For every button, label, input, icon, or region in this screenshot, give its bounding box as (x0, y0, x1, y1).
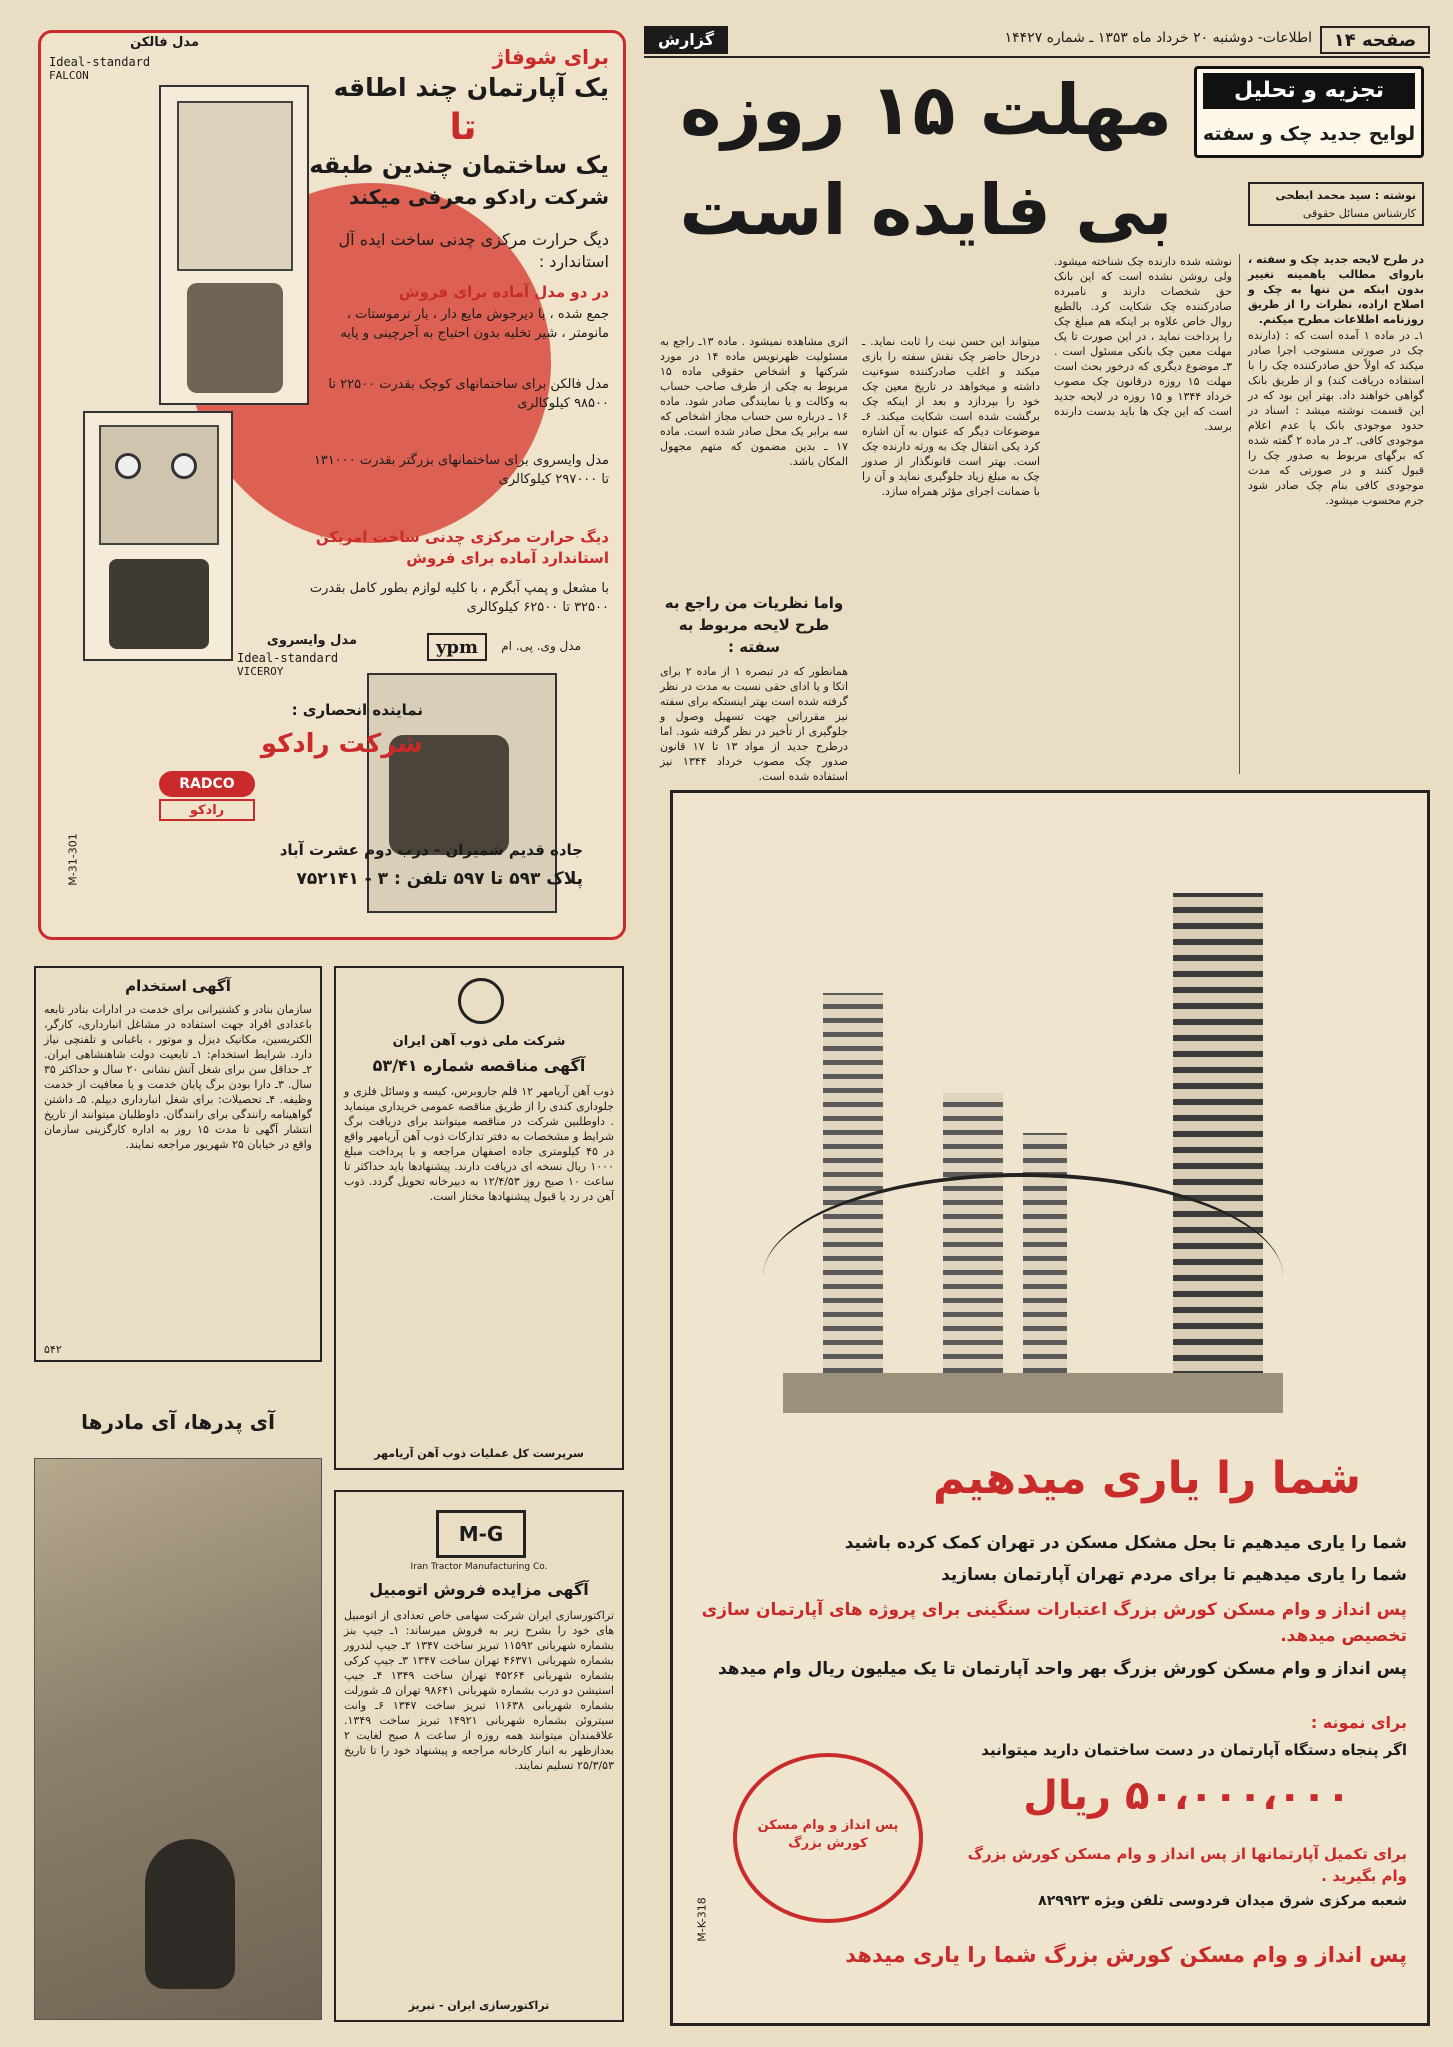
ad-intro: دیگ حرارت مرکزی چدنی ساخت ایده آل استاندارد : (338, 230, 609, 271)
employment-code: ۵۴۲ (44, 1343, 62, 1356)
ad-american: دیگ حرارت مرکزی چدنی ساخت امریکن استاندارد آماده برای فروش (315, 528, 609, 567)
article-subhead: واما نظریات من راجع به طرح لایحه مربوط به سفته : (664, 594, 844, 656)
photo-caption: آی پدرها، آی مادرها (81, 1410, 275, 1434)
ad-falcon-line: مدل فالکن برای ساختمانهای کوچک بقدرت ۲۲۵۰۰ تا ۹۸۵۰۰ کیلوکالری (328, 377, 609, 411)
headline-2: بی فایده است (679, 169, 1173, 251)
ad-line-2b: شما را یاری میدهیم تا برای مردم تهران آپارتمان بسازید (941, 1565, 1407, 1585)
masthead (644, 24, 1430, 58)
ad-line-1: یک آپارتمان چند اطاقه (333, 73, 609, 102)
ad-ready: در دو مدل آماده برای فروش (398, 283, 609, 301)
kicker-box (1194, 66, 1424, 158)
ad-line-6b: پس انداز و وام مسکن کورش بزرگ شما را یاری میدهد (845, 1943, 1407, 1967)
zob-ahan-emblem (458, 978, 504, 1024)
for-heating: برای شوفاژ (492, 45, 609, 69)
article (644, 64, 1430, 782)
section-tag: گزارش (644, 26, 728, 54)
ad-viceroy-line: مدل وایسروی برای ساختمانهای بزرگتر بقدرت ۱۳۱۰۰۰ تا ۲۹۷۰۰۰ کیلوکالری (313, 453, 609, 487)
auction-ad (334, 1490, 624, 2022)
ad-line-3: شرکت رادکو معرفی میکند (349, 185, 609, 209)
falcon-cabinet (177, 101, 293, 271)
headline-1: مهلت ۱۵ روزه (680, 69, 1172, 151)
radco-code: M-31-301 (66, 833, 80, 886)
radco-logo-en: RADCO (159, 771, 255, 797)
ad-ta: تا (449, 107, 477, 148)
ad-line-1b: شما را یاری میدهیم تا بحل مشکل مسکن در تهران کمک کرده باشید (844, 1533, 1407, 1553)
viceroy-cabinet (99, 425, 219, 545)
ad-example-label: برای نمونه : (1310, 1713, 1407, 1732)
agent-label: نماینده انحصاری : (291, 701, 423, 719)
boiler-viceroy-image (83, 411, 233, 661)
masthead-line: اطلاعات- دوشنبه ۲۰ خرداد ماه ۱۳۵۳ ـ شماره ۱۴۴۲۷ (1004, 30, 1312, 46)
radco-phone: پلاک ۵۹۳ تا ۵۹۷ تلفن : ۳ - ۷۵۲۱۴۱ (296, 869, 583, 889)
employment-title: آگهی استخدام (125, 977, 231, 995)
ypm-logo: ypm (427, 633, 487, 661)
kicker-2: لوایح جدید چک و سفته (1202, 123, 1416, 145)
ad-line-4b: پس انداز و وام مسکن کورش بزرگ بهر واحد آپارتمان تا یک میلیون ریال وام میدهد (717, 1659, 1407, 1679)
tender-ad (334, 966, 624, 1470)
radco-ad (38, 30, 626, 940)
viceroy-dial-2 (171, 453, 197, 479)
viceroy-dial-1 (115, 453, 141, 479)
page-label: صفحه ۱۴ (1320, 26, 1430, 54)
kourosh-logo (733, 1753, 923, 1923)
auction-signature: تراکتورسازی ایران - تبریز (408, 1999, 550, 2012)
radco-address: جاده قدیم شمیران - درب دوم عشرت آباد (279, 841, 583, 859)
article-col-1: ۱ـ در ماده ۱ آمده است که : (دارنده چک در صورتی مستوجب اجرا صادر میکند که اولاً حق صادرکننده چک را با استفاده دریافت کند) و از طریق بانک گواهی خواهند داد. بهتر این بود که در این قسمت نوشته میشد : اسناد در حدود موجودی بانک یا عدم اعلام موجودی کافی. ۲ـ در ماده ۲ گفته شده که برگهای مربوط به صدور چک را قبول کنند و در صورتی که مدت موجودی کافی بنام چک صادر شود جرم محسوب میشود. (1248, 329, 1425, 507)
falcon-brand: Ideal-standard (49, 55, 151, 69)
column-rule (1239, 254, 1240, 774)
boiler-falcon-image (159, 85, 309, 405)
byline-title: کارشناس مسائل حقوقی (1302, 207, 1416, 220)
tender-body: ذوب آهن آریامهر ۱۲ قلم جاروبرس، کیسه و وسائل فلزی و جلوداری کندی را از طریق مناقصه عمومی خریداری مینماید . داوطلبین شرکت در مناقصه میتوانند برای دریافت برگ شرایط و مشخصات به دفتر تدارکات ذوب آهن آریامهر واقع در ۴۵ کیلومتری جاده اصفهان مراجعه و با پرداخت مبلغ ۱۰۰۰ ریال نسخه ای دریافت دارند. پیشنهادها باید حداکثر تا ساعت ۱۰ صبح روز ۱۲/۴/۵۳ به دبیرخانه تحویل گردد. ذوب آهن در رد یا قبول پیشنهادها مختار است. (344, 1085, 614, 1203)
kourosh-logo-text: پس انداز و وام مسکن کورش بزرگ (757, 1818, 899, 1851)
ad-example: اگر پنجاه دستگاه آپارتمان در دست ساختمان دارید میتوانید (981, 1741, 1407, 1759)
tractor-logo: M-G (436, 1510, 526, 1558)
viceroy-brand: Ideal-standard (237, 651, 339, 665)
article-col-4b: همانطور که در تبصره ۱ از ماده ۲ برای اتکا و یا ادای حقی نسبت به مدت در نظر گرفته شده است بهتر اینستکه برای سفته نیز مقرراتی جهت تسهیل وصول و جلوگیری از تأخیر در نظر گرفته شود. اما درطرح جدید از مواد ۱۳ تا ۱۷ قانون صدور چک مصوب خرداد ۱۳۴۴ نیز استفاده شده است. (660, 665, 849, 783)
ad-american-detail: با مشعل و پمپ آبگرم ، با کلیه لوازم بطور کامل بقدرت ۳۲۵۰۰ تا ۶۲۵۰۰ کیلوکالری (309, 581, 609, 615)
auction-title: آگهی مزایده فروش اتومبیل (369, 1580, 589, 1599)
auction-body: تراکتورسازی ایران شرکت سهامی خاص تعدادی از اتومبیل های خود را بشرح زیر به فروش میرساند: ۱ـ جیپ بنز بشماره شهربانی ۱۱۵۹۲ تبریز ساخت ۱۳۴۷ ۲ـ جیپ لندرور بشماره شهربانی ۴۶۳۷۱ تهران ساخت ۱۳۴۷ ۳ـ جیپ کرکی بشماره شهربانی ۴۵۲۶۴ تهران ساخت ۱۳۴۹ ۴ـ جیپ استیشن دو درب بشماره شهربانی ۹۸۶۴۱ تهران ۵ـ شورلت بشماره شهربانی ۱۱۶۳۸ تبریز ساخت ۱۳۴۷ ۶ـ وانت سیتروئن بشماره شهربانی ۱۴۹۲۱ تبریز ساخت ۱۳۴۹. علاقمندان میتوانند همه روزه از ساعت ۸ صبح لغایت ۲ بعدازظهر به انبار کارخانه مراجعه و پیشنهاد خود را تا تاریخ ۲۵/۳/۵۳ تسلیم نمایند. (344, 1609, 615, 1772)
tender-title: آگهی مناقصه شماره ۵۳/۴۱ (372, 1056, 586, 1075)
byline-author: نوشته : سید محمد ابطحی (1275, 189, 1416, 202)
ad-amount: ۵۰،۰۰۰،۰۰۰ ریال (1023, 1773, 1351, 1819)
model-viceroy-label: مدل وایسروی (266, 633, 357, 648)
viceroy-burner (109, 559, 209, 649)
ad-line-3b: پس انداز و وام مسکن کورش بزرگ اعتبارات سنگینی برای پروژه های آپارتمان سازی تخصیص میدهد. (701, 1600, 1407, 1646)
tender-signature: سرپرست کل عملیات ذوب آهن آریامهر (374, 1447, 584, 1460)
child-photo (34, 1458, 322, 2020)
article-lead: در طرح لایحه جدید چک و سفته ، باروای مطالب یاهمینه تغییر بدون اینکه من تنها به چک و اصلاح اراده، نظرات را از طریق روزنامه اطلاعات مطرح میکنم. (1248, 253, 1424, 326)
ad-parts: جمع شده ، با دیرجوش مایع دار ، بار ترموستات ، مانومتر ، شیر تخلیه بدون احتیاج به آجرچینی و پایه (340, 307, 609, 341)
tender-org: شرکت ملی ذوب آهن ایران (392, 1034, 566, 1049)
kicker-1: تجزیه و تحلیل (1203, 73, 1415, 109)
ypm-model-label: مدل وی. پی. ام (501, 639, 581, 653)
tractor-logo-caption: Iran Tractor Manufacturing Co. (410, 1562, 548, 1572)
child-figure (145, 1839, 235, 1989)
ad-branch: شعبه مرکزی شرق میدان فردوسی تلفن ویژه ۸۲۹۹۲۳ (1038, 1893, 1407, 1909)
radco-logo-fa: رادکو (159, 799, 255, 821)
ad-headline: شما را یاری میدهیم (933, 1453, 1361, 1504)
ad-line-5b: برای تکمیل آپارتمانها از پس انداز و وام مسکن کورش بزرگ وام بگیرید . (967, 1845, 1407, 1885)
ad-line-2: یک ساختمان چندین طبقه (309, 151, 609, 179)
aparteman-code: M-K-318 (695, 1897, 709, 1942)
byline-box (1248, 182, 1424, 226)
employment-ad (34, 966, 322, 1362)
employment-body: سازمان بنادر و کشتیرانی برای خدمت در ادارات بنادر تابعه باعدادی افراد جهت استفاده در مشاغل انبارداری، کارگر، الکتریسین، مکانیک دیزل و موتور ، باغبانی و تلفنچی نیاز دارد. شرایط استخدام: ۱ـ تابعیت دولت شاهنشاهی ایران. ۲ـ حداقل سن برای شغل آتش نشانی ۲۰ سال و حداکثر ۳۵ سال. ۳ـ دارا بودن برگ پایان خدمت و یا معافیت از خدمت وظیفه. ۴ـ تحصیلات: برای شغل انبارداری دیپلم. ۵ـ داشتن گواهینامه رانندگی برای رانندگان. داوطلبان میتوانند از تاریخ انتشار آگهی تا مدت ۱۵ روز به اداره کارگزینی سازمان واقع در خیابان ۲۵ شهریور مراجعه نمایند. (44, 1003, 313, 1151)
hand-graphic (763, 1173, 1283, 1433)
radco-logo (159, 771, 255, 823)
falcon-model: FALCON (49, 69, 89, 82)
article-col-4: اثری مشاهده نمیشود . ماده ۱۳ـ راجع به مسئولیت ظهرنویس ماده ۱۴ در مورد شرکتها و اشخاص حقوقی ماده ۱۵ مربوط به چکی از طرف صاحب حساب به وکالت و یا نمایندگی صادر شود. ماده ۱۶ ـ درباره سن حساب مجاز اشخاص که سه برابر یک محل صادر شده است. ماده ۱۷ ـ بدین مضمون که متهم مجهول المکان باشد. (660, 335, 848, 468)
article-col-3: میتواند این حسن نیت را ثابت نماید. ـ درحال حاضر چک نقش سفته را بازی میکند و اغلب صادرکننده سوءنیت داشته و میخواهد در تاریخ معین چک خود را بپردازد و بعد از اینکه چک برگشت شده است شکایت میکند. ۶ـ موضوعات دیگر که عنوان به آن اشاره کرد یکی انتقال چک به ورثه دارنده چک است. بهتر است قانونگذار از صدور چک به مبلغ زیاد جلوگیری نماید و آن را با ضمانت اجرای مؤثر همراه سازد. (862, 335, 1040, 498)
falcon-burner (187, 283, 283, 393)
model-falcon-label: مدل فالکن (130, 35, 199, 50)
viceroy-model: VICEROY (237, 665, 284, 678)
aparteman-ad (670, 790, 1430, 2026)
company-name: شرکت رادکو (260, 729, 423, 759)
article-col-2: نوشته شده دارنده چک شناخته میشود. ولی روشن نشده است که این بانک حق شخصات دارند و نامبرده صادرکننده چک شکایت کرد. بالطبع روال خاص علاوه بر اینکه هم مبلغ چک را پرداخت نماید ، در این صورت تا یک مهلت معین چک بانکی مسئول است . ۳ـ موضوع دیگری که درخور بحث است مهلت ۱۵ روزه درقانون چک مصوب خرداد ۱۳۴۴ و ۱۵ روزه در لایحه جدید است که این چک ها باید بدست دارنده برسد. (1054, 255, 1233, 433)
